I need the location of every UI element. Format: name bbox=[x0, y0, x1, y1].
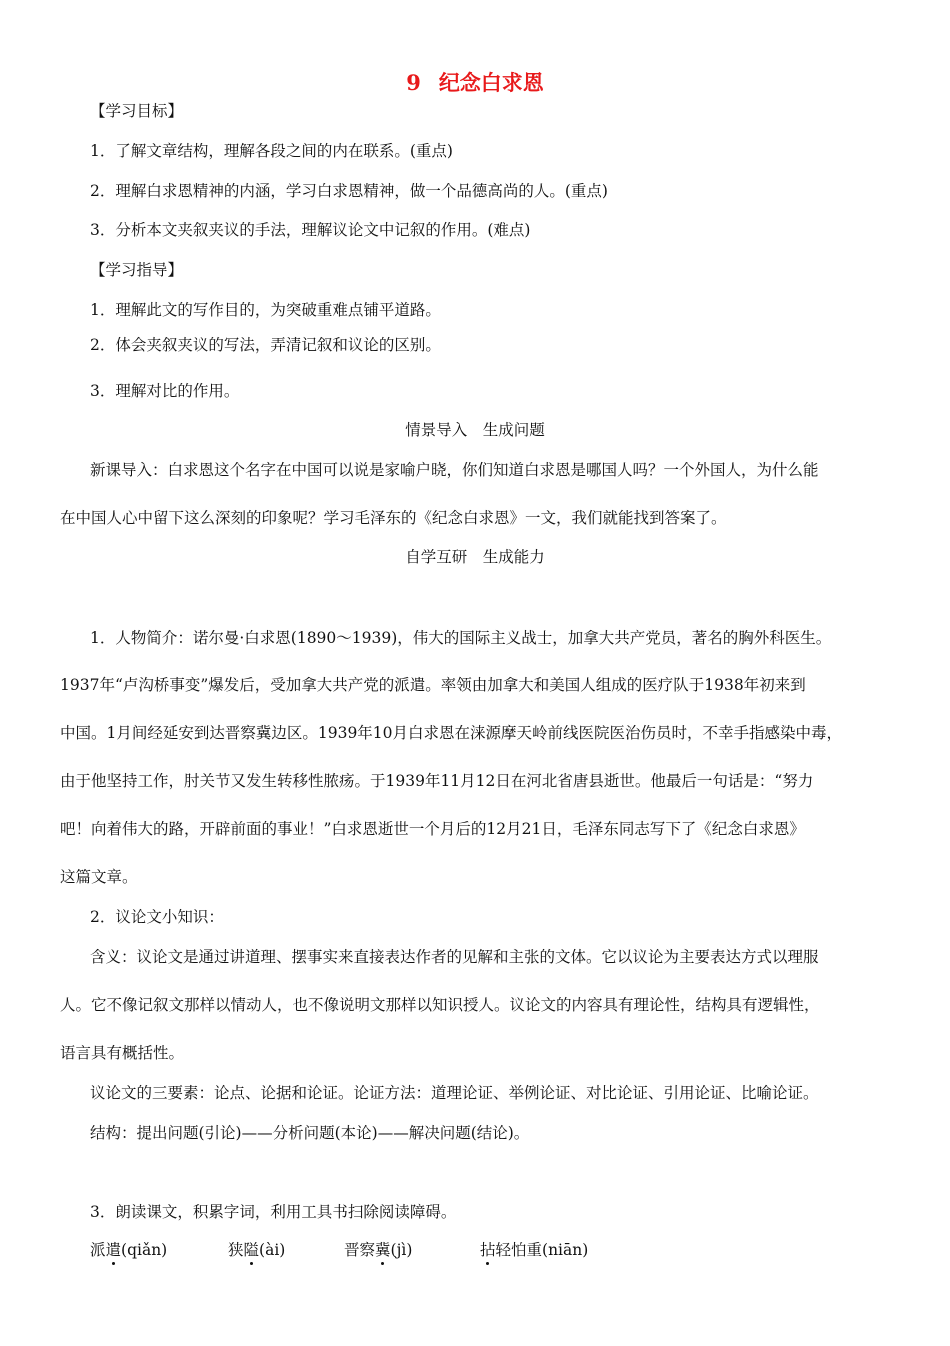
meaning-paragraph-line: 语言具有概括性。 bbox=[60, 1044, 185, 1062]
dotted-char: 隘 bbox=[243, 1241, 260, 1259]
lesson-number: 9 bbox=[406, 70, 421, 95]
dotted-char: 遣 bbox=[105, 1241, 122, 1259]
guide-heading: 【学习指导】 bbox=[90, 261, 184, 279]
goal-item: 2．理解白求恩精神的内涵，学习白求恩精神，做一个品德高尚的人。(重点) bbox=[90, 182, 608, 200]
pinyin: (jì) bbox=[390, 1241, 413, 1259]
vocab-item: 派遣(qiǎn) bbox=[90, 1241, 168, 1259]
bio-paragraph-line: 由于他坚持工作，肘关节又发生转移性脓疡。于1939年11月12日在河北省唐县逝世。他最后一句话是：“努力 bbox=[60, 772, 814, 790]
three-elements-text: 议论文的三要素：论点、论据和论证。论证方法：道理论证、举例论证、对比论证、引用论证、比喻论证。 bbox=[90, 1084, 819, 1102]
pinyin: (niān) bbox=[542, 1241, 589, 1259]
guide-item: 1．理解此文的写作目的，为突破重难点铺平道路。 bbox=[90, 301, 441, 319]
vocab-item: 晋察冀(jì) bbox=[344, 1241, 413, 1259]
goals-heading: 【学习目标】 bbox=[90, 102, 184, 120]
meaning-paragraph-line: 含义：议论文是通过讲道理、摆事实来直接表达作者的见解和主张的文体。它以议论为主要表达方式以理服 bbox=[90, 948, 819, 966]
bio-paragraph-line: 这篇文章。 bbox=[60, 868, 138, 886]
dotted-char: 冀 bbox=[375, 1241, 391, 1259]
bio-paragraph-line: 1937年“卢沟桥事变”爆发后，受加拿大共产党的派遣。率领由加拿大和美国人组成的医疗队于1938年初来到 bbox=[60, 676, 806, 694]
dotted-char: 拈 bbox=[480, 1241, 496, 1259]
pinyin: (qiǎn) bbox=[121, 1241, 168, 1259]
goal-item: 1．了解文章结构，理解各段之间的内在联系。(重点) bbox=[90, 142, 453, 160]
section-heading-intro: 情景导入 生成问题 bbox=[405, 421, 545, 439]
pinyin: (ài) bbox=[259, 1241, 286, 1259]
goal-item: 3．分析本文夹叙夹议的手法，理解议论文中记叙的作用。(难点) bbox=[90, 221, 531, 239]
guide-item: 3．理解对比的作用。 bbox=[90, 382, 240, 400]
bio-paragraph-line: 中国。1月间经延安到达晋察冀边区。1939年10月白求恩在涞源摩天岭前线医院医治伤员时，不幸手指感染中毒， bbox=[60, 724, 843, 742]
intro-paragraph-line: 新课导入：白求恩这个名字在中国可以说是家喻户晓，你们知道白求恩是哪国人吗？一个外国人，为什么能 bbox=[90, 461, 819, 479]
knowledge-heading: 2．议论文小知识： bbox=[90, 908, 224, 926]
vocab-item: 拈轻怕重(niān) bbox=[480, 1241, 589, 1259]
reading-task: 3．朗读课文，积累字词，利用工具书扫除阅读障碍。 bbox=[90, 1203, 457, 1221]
lesson-title: 纪念白求恩 bbox=[438, 70, 544, 95]
vocab-item: 狭隘(ài) bbox=[228, 1241, 286, 1259]
meaning-paragraph-line: 人。它不像记叙文那样以情动人，也不像说明文那样以知识授人。议论文的内容具有理论性，结构具有逻辑性， bbox=[60, 996, 820, 1014]
page-title bbox=[0, 70, 950, 96]
guide-item: 2．体会夹叙夹议的写法，弄清记叙和议论的区别。 bbox=[90, 336, 441, 354]
structure-text: 结构：提出问题(引论)——分析问题(本论)——解决问题(结论)。 bbox=[90, 1124, 530, 1142]
section-heading-study: 自学互研 生成能力 bbox=[405, 548, 545, 566]
bio-paragraph-line: 1．人物简介：诺尔曼·白求恩(1890～1939)，伟大的国际主义战士，加拿大共产党员，著名的胸外科医生。 bbox=[90, 629, 832, 647]
intro-paragraph-line: 在中国人心中留下这么深刻的印象呢？学习毛泽东的《纪念白求恩》一文，我们就能找到答案了。 bbox=[60, 509, 727, 527]
bio-paragraph-line: 吧！向着伟大的路，开辟前面的事业！”白求恩逝世一个月后的12月21日，毛泽东同志写下了《纪念白求恩》 bbox=[60, 820, 805, 838]
